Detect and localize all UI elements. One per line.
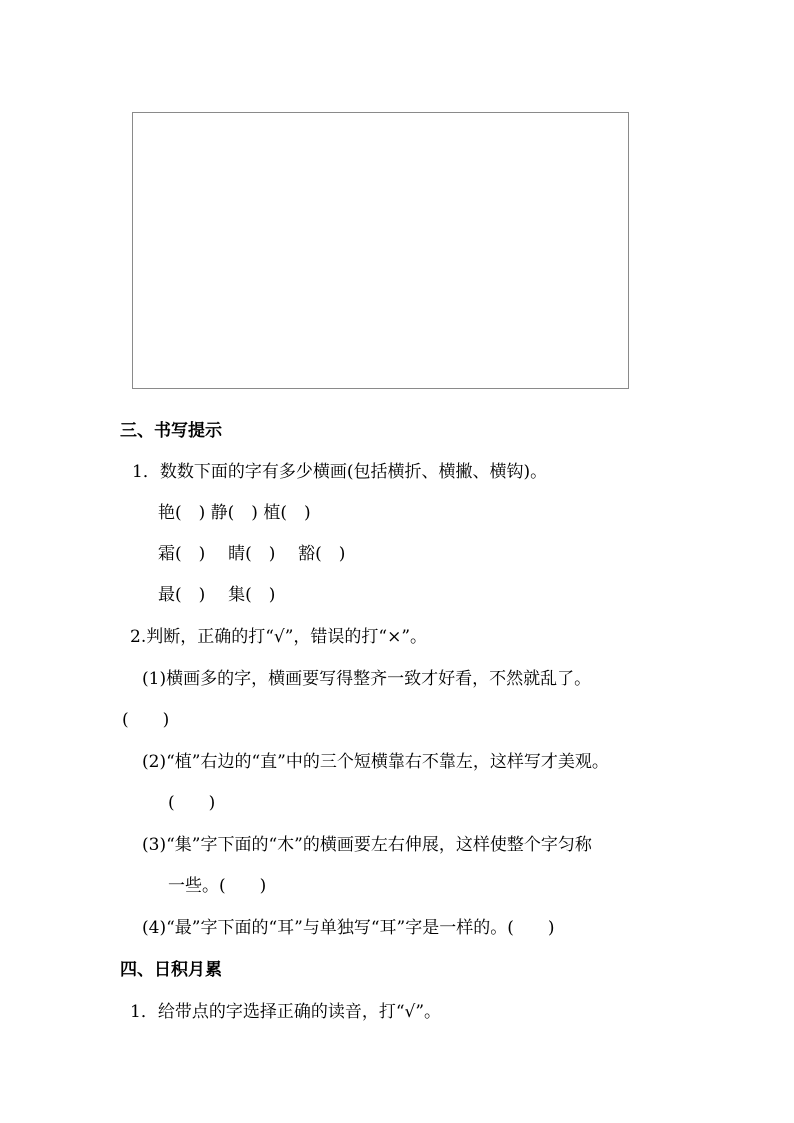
question-1-prompt: 1．数数下面的字有多少横画(包括横折、横撇、横钩)。 bbox=[132, 462, 548, 482]
question-2-prompt: 2.判断，正确的打“√”，错误的打“×”。 bbox=[130, 627, 428, 647]
char-item: 霜( ) bbox=[158, 544, 206, 564]
char-item: 豁( ) bbox=[298, 544, 346, 564]
judgement-item-2: (2)“植”右边的“直”中的三个短横靠右不靠左，这样写才美观。 bbox=[142, 752, 609, 772]
section-heading-daily-accumulation: 四、日积月累 bbox=[120, 960, 222, 980]
judgement-answer-1: ( ) bbox=[122, 710, 170, 730]
char-item: 艳( ) bbox=[158, 503, 206, 523]
judgement-item-1: (1)横画多的字，横画要写得整齐一致才好看，不然就乱了。 bbox=[142, 669, 592, 689]
char-item: 集( ) bbox=[228, 585, 276, 605]
char-count-row-2 bbox=[158, 542, 345, 566]
section-4-question-1-prompt: 1．给带点的字选择正确的读音，打“√”。 bbox=[130, 1002, 442, 1022]
char-count-row-1 bbox=[158, 501, 311, 525]
section-heading-writing-tips: 三、书写提示 bbox=[120, 421, 222, 441]
judgement-answer-2: ( ) bbox=[168, 793, 216, 813]
drawing-frame bbox=[132, 112, 629, 389]
char-item: 睛( ) bbox=[228, 544, 276, 564]
char-item: 静( ) bbox=[210, 503, 258, 523]
judgement-item-3: (3)“集”字下面的“木”的横画要左右伸展，这样使整个字匀称 bbox=[142, 835, 592, 855]
char-item: 植( ) bbox=[263, 503, 311, 523]
char-item: 最( ) bbox=[158, 585, 206, 605]
judgement-item-4: (4)“最”字下面的“耳”与单独写“耳”字是一样的。( ) bbox=[142, 918, 555, 938]
judgement-item-3-continued: 一些。( ) bbox=[168, 876, 267, 896]
char-count-row-3 bbox=[158, 583, 275, 607]
